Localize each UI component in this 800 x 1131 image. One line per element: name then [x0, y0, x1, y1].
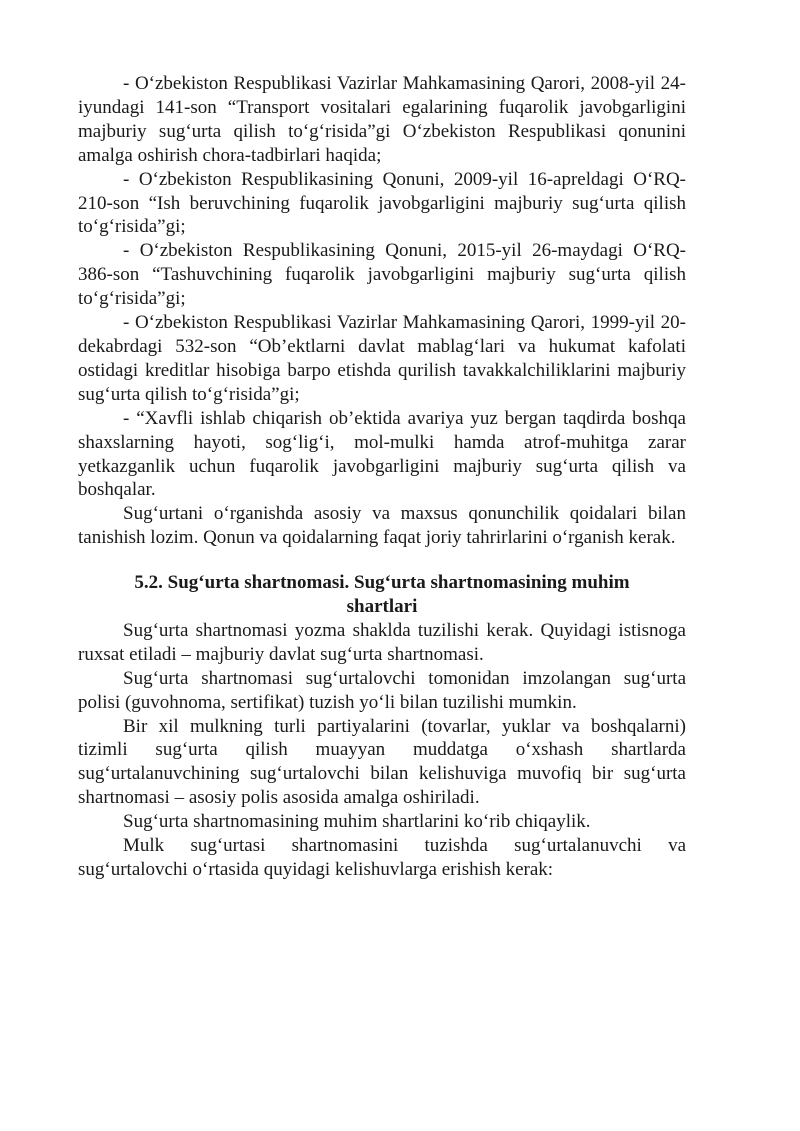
list-item-employer-law: - O‘zbekiston Respublikasining Qonuni, 2009-yil 16-apreldagi O‘RQ-210-son “Ish beruvchining fuqarolik javobgarligini majburiy sug‘urta qilish to‘g‘risida”gi;: [78, 168, 686, 238]
body-paragraph-study-note: Sug‘urtani o‘rganishda asosiy va maxsus qonunchilik qoidalari bilan tanishish lozim. Qonun va qoidalarning faqat joriy tahrirlarini o‘rganish kerak.: [78, 503, 686, 549]
section-heading: 5.2. Sug‘urta shartnomasi. Sug‘urta shartnomasining muhim shartlari: [134, 572, 630, 618]
list-item-carrier-law: - O‘zbekiston Respublikasining Qonuni, 2015-yil 26-maydagi O‘RQ-386-son “Tashuvchining fuqarolik javobgarligini majburiy sug‘urta qilish to‘g‘risida”gi;: [78, 240, 686, 310]
body-paragraph-general-policy: Bir xil mulkning turli partiyalarini (tovarlar, yuklar va boshqalarni) tizimli sug‘urta qilish muayyan muddatga o‘xshash shartlarda sug‘urtalanuvchining sug‘urtalovchi bilan kelishuviga muvofiq bir sug‘urta shartnomasi – asosiy polis asosida amalga oshiriladi.: [78, 715, 686, 809]
list-item-transport-resolution: - O‘zbekiston Respublikasi Vazirlar Mahkamasining Qarori, 2008-yil 24-iyundagi 141-son “Transport vositalari egalarining fuqarolik javobgarligini majburiy sug‘urta qilish to‘g‘risida”gi O‘zbekiston Respublikasi qonunini amalga oshirish chora-tadbirlari haqida;: [78, 73, 686, 166]
body-paragraph-policy: Sug‘urta shartnomasi sug‘urtalovchi tomonidan imzolangan sug‘urta polisi (guvohnoma, sertifikat) tuzish yo‘li bilan tuzilishi mumkin.: [78, 667, 686, 713]
body-paragraph-essential-terms: Sug‘urta shartnomasining muhim shartlarini ko‘rib chiqaylik.: [123, 811, 591, 833]
list-item-hazardous-facility: - “Xavfli ishlab chiqarish ob’ektida avariya yuz bergan taqdirda boshqa shaxslarning hayoti, sog‘lig‘i, mol-mulki hamda atrof-muhitga zarar yetkazganlik uchun fuqarolik javobgarligini majburiy sug‘urta qilish va boshqalar.: [78, 407, 686, 501]
document-page: [78, 72, 686, 882]
body-paragraph-property-insurance: Mulk sug‘urtasi shartnomasini tuzishda sug‘urtalanuvchi va sug‘urtalovchi o‘rtasida quyidagi kelishuvlarga erishish kerak:: [78, 835, 686, 880]
list-item-construction-resolution: - O‘zbekiston Respublikasi Vazirlar Mahkamasining Qarori, 1999-yil 20-dekabrdagi 532-son “Ob’ektlarni davlat mablag‘lari va hukumat kafolati ostidagi kreditlar hisobiga barpo etishda qurilish tavakkalchiliklarini majburiy sug‘urta qilish to‘g‘risida”gi;: [78, 312, 686, 405]
body-paragraph-written-form: Sug‘urta shartnomasi yozma shaklda tuzilishi kerak. Quyidagi istisnoga ruxsat etiladi – majburiy davlat sug‘urta shartnomasi.: [78, 619, 686, 665]
